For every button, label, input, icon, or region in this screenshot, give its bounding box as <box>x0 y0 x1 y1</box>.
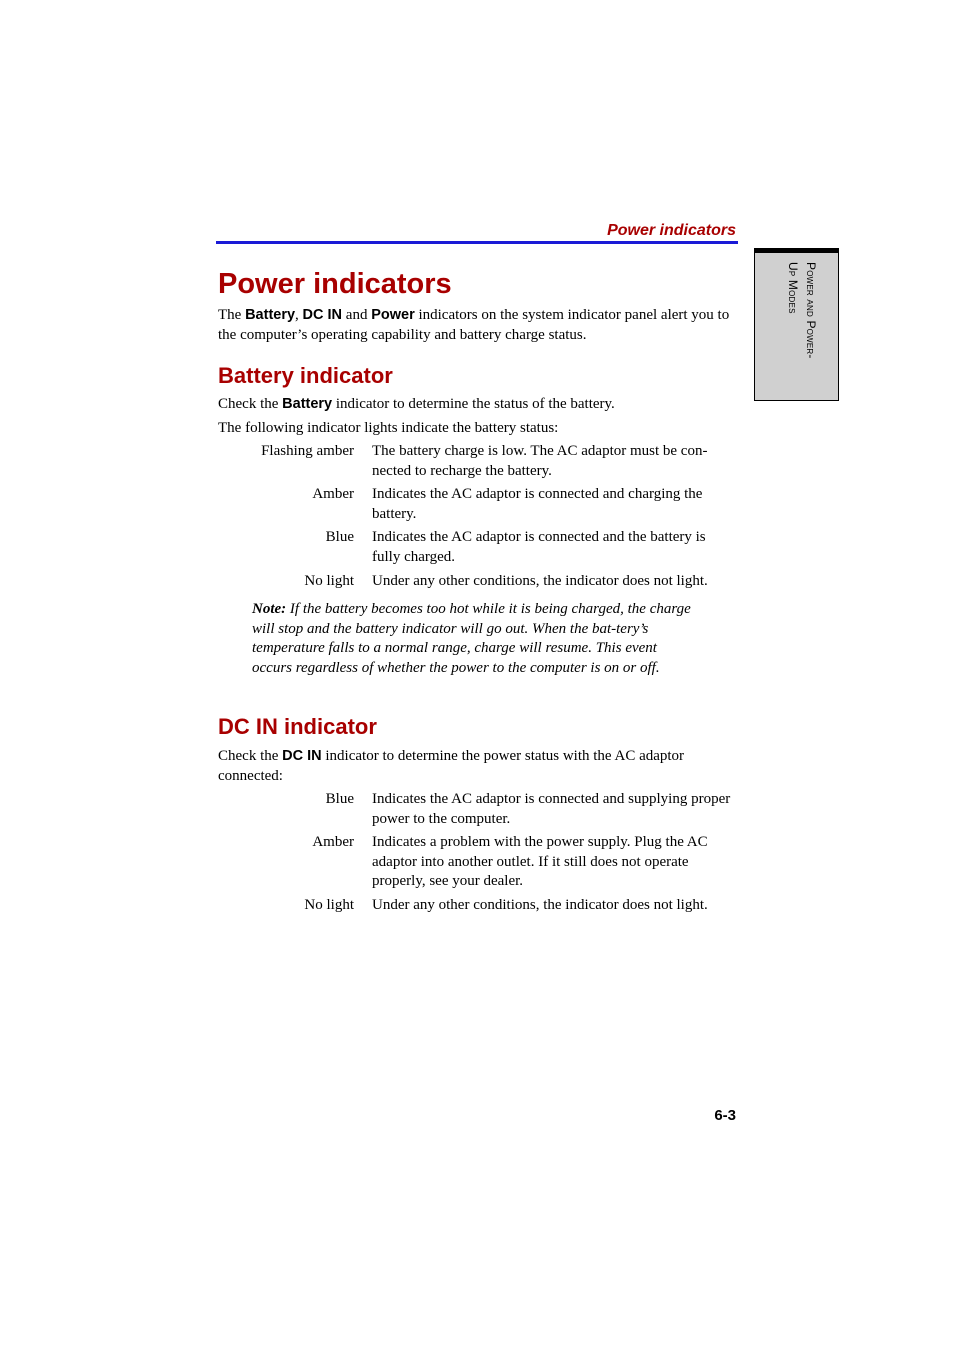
battery-state-desc: Indicates the AC adaptor is connected and the battery is fully charged. <box>372 529 706 565</box>
chapter-side-tab-label: Power and Power- Up Modes <box>786 262 818 359</box>
intro-term-power: Power <box>371 307 415 323</box>
note-text: If the battery becomes too hot while it is being charged, the charge will stop and the battery indicator will go out. When the bat-tery’s temperature falls to a normal range, charge will resume. This event occurs regardless of whether the power to the computer is on or off. <box>252 601 691 676</box>
battery-check-text-1: Check the <box>218 396 283 412</box>
header-rule <box>216 241 738 244</box>
dcin-state-term: Amber <box>312 834 354 850</box>
battery-state-term: Flashing amber <box>261 443 354 459</box>
battery-note <box>252 600 692 678</box>
battery-state-term: Blue <box>325 529 354 545</box>
page-number: 6-3 <box>714 1107 736 1124</box>
intro-text-2: , <box>295 307 303 323</box>
battery-state-desc: Indicates the AC adaptor is connected and charging the battery. <box>372 486 703 522</box>
dcin-state-desc: Under any other conditions, the indicator does not light. <box>372 897 708 913</box>
battery-lead-paragraph: The following indicator lights indicate the battery status: <box>218 420 559 436</box>
battery-state-desc: Under any other conditions, the indicator does not light. <box>372 573 708 589</box>
dcin-check-text-2: indicator to determine the power status with the AC adaptor connected: <box>218 748 685 784</box>
dcin-heading: DC IN indicator <box>218 714 377 739</box>
chapter-side-tab <box>754 248 839 401</box>
battery-state-term: No light <box>304 573 354 589</box>
intro-text-3: and <box>342 307 372 323</box>
dcin-check-term: DC IN <box>282 748 322 764</box>
dcin-state-term: No light <box>304 897 354 913</box>
battery-check-paragraph <box>218 394 738 414</box>
intro-text-4: indicators on the system indicator panel alert you to the computer’s operating capability and battery charge status. <box>218 307 730 343</box>
dcin-state-desc: Indicates the AC adaptor is connected and supplying proper power to the computer. <box>372 791 731 827</box>
intro-text-1: The <box>218 307 246 323</box>
battery-state-desc: The battery charge is low. The AC adaptor must be con-nected to recharge the battery. <box>372 443 708 479</box>
dcin-state-desc: Indicates a problem with the power supply. Plug the AC adaptor into another outlet. If it still does not operate properly, see your dealer. <box>372 834 708 889</box>
intro-term-dcin: DC IN <box>302 307 343 323</box>
note-label: Note: <box>252 601 287 617</box>
battery-state-term: Amber <box>312 486 354 502</box>
battery-check-term: Battery <box>282 396 333 412</box>
dcin-check-text-1: Check the <box>218 748 283 764</box>
battery-heading: Battery indicator <box>218 363 393 388</box>
intro-term-battery: Battery <box>245 307 296 323</box>
page-title: Power indicators <box>218 268 452 300</box>
battery-check-text-2: indicator to determine the status of the battery. <box>332 396 615 412</box>
dcin-state-term: Blue <box>325 791 354 807</box>
intro-paragraph <box>218 305 738 345</box>
dcin-check-paragraph <box>218 746 738 786</box>
running-header-title: Power indicators <box>607 222 736 239</box>
